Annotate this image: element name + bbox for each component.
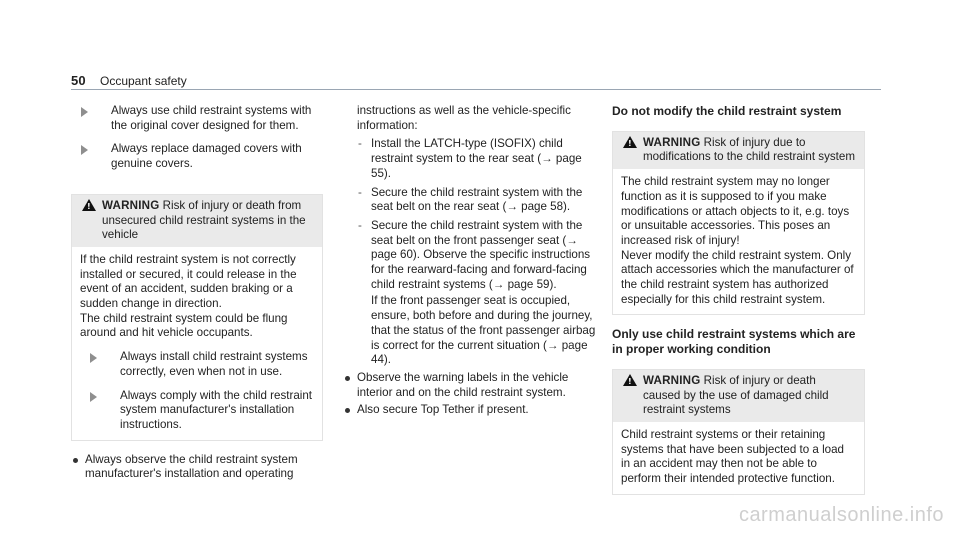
column-1 (71, 104, 323, 482)
column-2 (343, 104, 603, 418)
bullet-text: Also secure Top Tether if present. (357, 403, 529, 417)
list-item (80, 389, 314, 433)
bullet-text: Always observe the child restraint system manufacturer's installation and operating (85, 452, 298, 481)
warning-triangle-icon (623, 136, 637, 148)
list-item-text: Always replace damaged covers with genuine covers. (111, 142, 302, 171)
warning-box (612, 369, 865, 495)
list-item (71, 142, 323, 171)
dash-text: If the front passenger seat is occupied, ensure, both before and during the journey, that the status of the front passenger airbag is correct for the current situation (→ page 44). (371, 294, 596, 367)
dash-icon: - (358, 137, 362, 151)
warning-paragraph: If the child restraint system is not correctly installed or secured, it could release in the event of an accident, sudden braking or a sudden change in direction. (80, 252, 297, 311)
page-header (0, 0, 960, 88)
warning-paragraph: Child restraint systems or their retaining systems that have been subjected to a load in an accident may then not be able to perform their intended protective function. (621, 427, 844, 486)
bullet-icon (73, 458, 78, 463)
warning-label: WARNING (643, 135, 701, 149)
dash-text: Secure the child restraint system with the seat belt on the rear seat (→ page 58). (371, 185, 583, 214)
warning-header (613, 132, 864, 169)
dash-item (357, 137, 603, 181)
bullet-item (343, 371, 603, 400)
warning-body (613, 169, 864, 314)
warning-paragraph: Never modify the child restraint system. Only attach accessories which the manufacturer of the child restraint system has authorized especially for this child restraint system. (621, 248, 854, 306)
arrow-right-icon (81, 145, 88, 155)
warning-label: WARNING (102, 198, 160, 212)
warning-box (71, 194, 323, 441)
dash-icon: - (358, 185, 362, 199)
warning-title: Risk of injury or death caused by the use of damaged child restraint systems (643, 373, 829, 417)
bullet-item (343, 403, 603, 418)
warning-paragraph: The child restraint system may no longer function as it is supposed to if you make modifications or attach objects to it, e.g. toys or unsuitable accessories. This poses an increased risk of injury! (621, 175, 850, 247)
section-heading: Only use child restraint systems which are in proper working condition (612, 327, 856, 357)
dash-text: Install the LATCH-type (ISOFIX) child restraint system to the rear seat (→ page 55). (371, 137, 582, 180)
bullet-icon (345, 376, 350, 381)
warning-triangle-icon (623, 374, 637, 386)
list-item-text: Always use child restraint systems with the original cover designed for them. (111, 104, 312, 132)
dash-item (357, 186, 603, 215)
dash-icon: - (358, 218, 362, 232)
column-3 (612, 104, 865, 495)
list-item-text: Always comply with the child restraint system manufacturer's installation instructions. (120, 388, 313, 431)
warning-paragraph: The child restraint system could be flung around and hit vehicle occupants. (80, 311, 288, 340)
bullet-text: Observe the warning labels in the vehicle interior and on the child restraint system. (357, 370, 569, 399)
dash-item (357, 219, 603, 293)
warning-body (613, 422, 864, 494)
warning-box (612, 131, 865, 316)
page-number: 50 (71, 73, 86, 88)
warning-body (72, 247, 322, 440)
warning-title: Risk of injury or death from unsecured child restraint systems in the vehicle (102, 198, 306, 242)
list-item (71, 104, 323, 133)
dash-text: Secure the child restraint system with the seat belt on the front passenger seat (→ page 60). Observe the specific instructions for the rearward-facing and forward-facing child restraint systems (→ page 59). (371, 218, 591, 291)
arrow-right-icon (90, 392, 97, 402)
warning-header (613, 370, 864, 422)
continued-text: instructions as well as the vehicle-specific information: (357, 104, 571, 132)
arrow-right-icon (81, 107, 88, 117)
section-heading: Do not modify the child restraint system (612, 104, 842, 118)
warning-header (72, 195, 322, 247)
dash-item (357, 294, 603, 368)
warning-title: Risk of injury due to modifications to the child restraint system (643, 135, 855, 164)
section-title: Occupant safety (100, 74, 187, 88)
arrow-right-icon (90, 353, 97, 363)
watermark: carmanualsonline.info (738, 504, 944, 526)
bullet-item (71, 453, 323, 482)
bullet-icon (345, 408, 350, 413)
list-item (80, 350, 314, 379)
warning-label: WARNING (643, 373, 701, 387)
list-item-text: Always install child restraint systems correctly, even when not in use. (120, 350, 308, 378)
warning-triangle-icon (82, 199, 96, 211)
header-divider (71, 89, 881, 90)
